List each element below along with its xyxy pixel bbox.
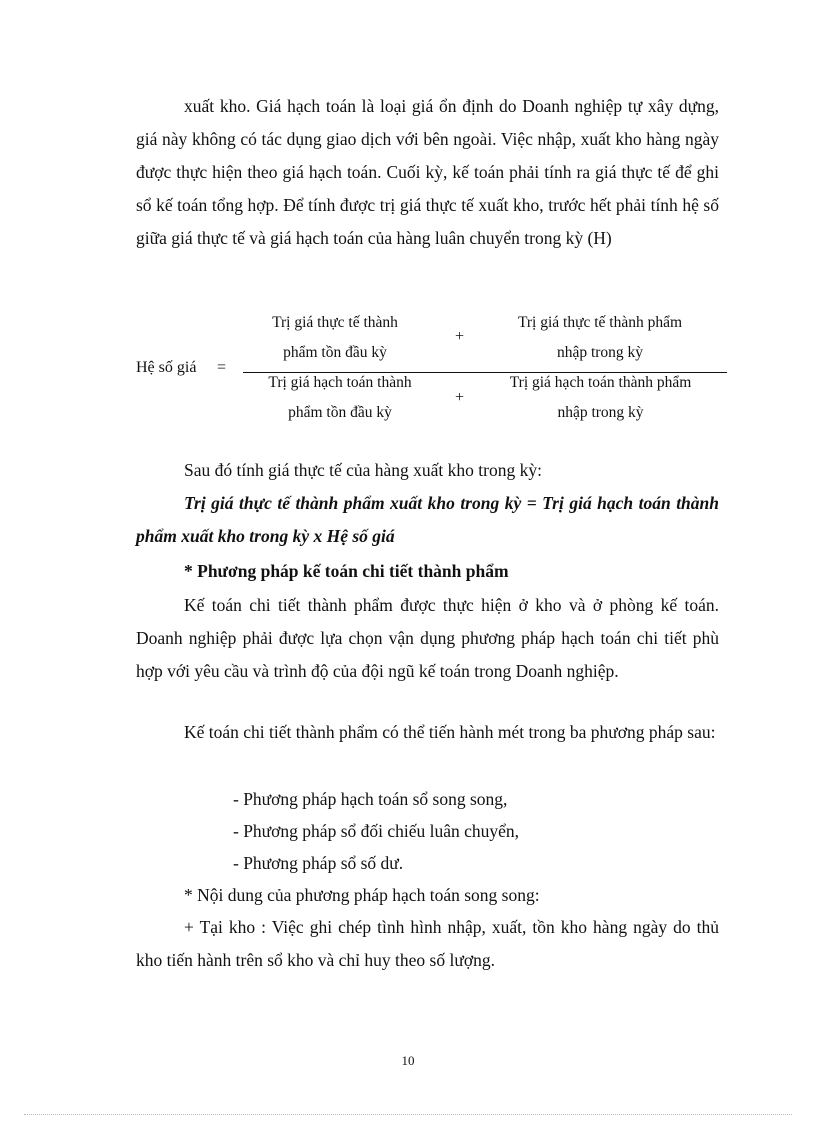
footer-divider	[24, 1114, 792, 1115]
formula-equals: =	[217, 359, 227, 376]
numerator-left-line1: Trị giá thực tế thành	[272, 314, 398, 331]
numerator-right-line2: nhập trong kỳ	[556, 344, 644, 361]
list-item: - Phương pháp sổ đối chiếu luân chuyển,	[233, 821, 520, 841]
list-item: - Phương pháp sổ số dư.	[233, 853, 404, 873]
denominator-left	[240, 368, 440, 428]
paragraph-methods: Kế toán chi tiết thành phẩm có thể tiến hành mét trong ba phương pháp sau:	[184, 722, 716, 742]
numerator-plus: +	[455, 328, 465, 345]
denominator-plus: +	[455, 389, 465, 406]
numerator-left-line2: phẩm tồn đầu kỳ	[283, 344, 387, 361]
page-number: 10	[401, 1053, 415, 1068]
denominator-right	[478, 368, 723, 428]
paragraph-detail: Kế toán chi tiết thành phẩm được thực hiện ở kho và ở phòng kế toán. Doanh nghiệp phải được lựa chọn vận dụng phương pháp hạch toán chi tiết phù hợp với yêu cầu và trình độ của đội ngũ kế toán trong Doanh nghiệp.	[136, 595, 719, 681]
denominator-left-line2: phẩm tồn đầu kỳ	[288, 404, 392, 421]
formula-label: Hệ số giá	[136, 359, 197, 376]
denominator-right-line2: nhập trong kỳ	[557, 404, 644, 421]
paragraph-at-warehouse: + Tại kho : Việc ghi chép tình hình nhập, xuất, tồn kho hàng ngày do thủ kho tiến hành trên sổ kho và chỉ huy theo số lượng.	[136, 917, 719, 970]
numerator-right	[480, 308, 720, 368]
paragraph-intro: xuất kho. Giá hạch toán là loại giá ổn định do Doanh nghiệp tự xây dựng, giá này không có tác dụng giao dịch với bên ngoài. Việc nhập, xuất kho hàng ngày được thực hiện theo giá hạch toán. Cuối kỳ, kế toán phải tính ra giá thực tế để ghi sổ kế toán tổng hợp. Để tính được trị giá thực tế xuất kho, trước hết phải tính hệ số giữa giá thực tế và giá hạch toán của hàng luân chuyển trong kỳ (H)	[136, 96, 719, 248]
formula-export-value: Trị giá thực tế thành phẩm xuất kho trong kỳ = Trị giá hạch toán thành phẩm xuất kho trong kỳ x Hệ số giá	[136, 493, 719, 546]
paragraph-then: Sau đó tính giá thực tế của hàng xuất kho trong kỳ:	[184, 460, 542, 480]
list-item: - Phương pháp hạch toán sổ song song,	[233, 789, 508, 809]
numerator-left	[240, 308, 430, 368]
section-heading: * Phương pháp kế toán chi tiết thành phẩm	[184, 561, 509, 581]
denominator-right-line1: Trị giá hạch toán thành phẩm	[509, 374, 692, 391]
paragraph-content-heading: * Nội dung của phương pháp hạch toán song song:	[184, 885, 540, 905]
denominator-left-line1: Trị giá hạch toán thành	[268, 374, 412, 391]
numerator-right-line1: Trị giá thực tế thành phẩm	[517, 314, 683, 331]
